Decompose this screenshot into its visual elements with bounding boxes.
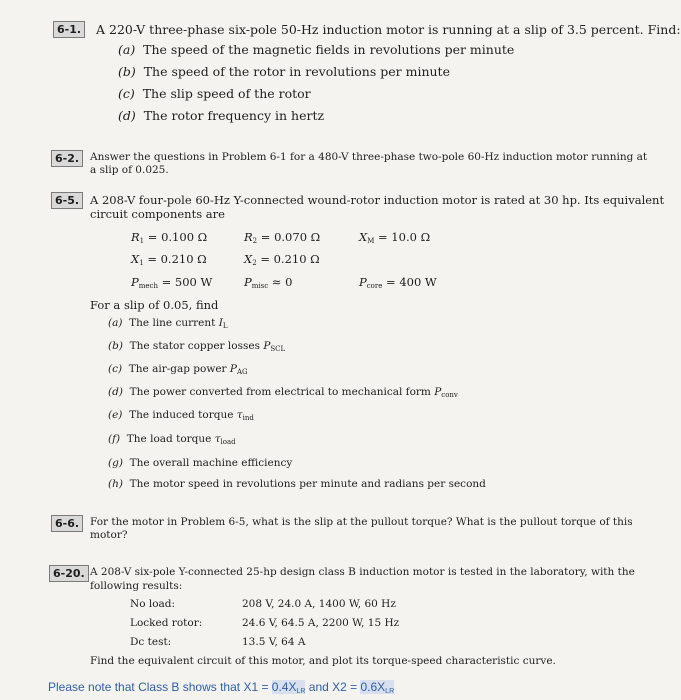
problem-number-6-1: 6-1. — [53, 21, 85, 38]
problem-6-1-statement: A 220-V three-phase six-pole 50-Hz induction motor is running at a slip of 3.5 percent. Find: — [96, 22, 681, 37]
problem-6-5-part-d: (d) The power converted from electrical to mechanical form $P_{conv}$ — [108, 386, 458, 399]
problem-6-5-part-a: (a) The line current $I_L$ — [108, 317, 228, 330]
problem-6-5-part-c: (c) The air-gap power $P_{AG}$ — [108, 363, 248, 376]
note-highlight-x1: $0.4X_{LR}$ — [271, 680, 306, 695]
note-highlight-x2: $0.6X_{LR}$ — [360, 680, 395, 695]
problem-number-6-2: 6-2. — [51, 150, 83, 167]
problem-6-2-line-2: a slip of 0.025. — [90, 164, 169, 176]
problem-6-20-line-1: A 208-V six-pole Y-connected 25-hp design class B induction motor is tested in the laboratory, with the — [90, 566, 635, 578]
problem-6-5-line-2: circuit components are — [90, 207, 225, 221]
problem-6-20-closing: Find the equivalent circuit of this motor, and plot its torque-speed characteristic curve. — [90, 655, 556, 667]
problem-6-20-line-2: following results: — [90, 580, 183, 592]
component-x2: $X_2 = 0.210$ Ω — [244, 252, 320, 267]
component-p-mech: $P_{mech} = 500$ W — [131, 275, 213, 290]
test-value-no-load: 208 V, 24.0 A, 1400 W, 60 Hz — [242, 598, 396, 610]
problem-6-5-part-e: (e) The induced torque $\tau_{ind}$ — [108, 409, 254, 422]
problem-6-6-line-1: For the motor in Problem 6-5, what is the slip at the pullout torque? What is the pullout torque of this — [90, 516, 633, 528]
problem-6-1-part-a: (a) The speed of the magnetic fields in revolutions per minute — [118, 42, 515, 57]
problem-6-2-line-1: Answer the questions in Problem 6-1 for a 480-V three-phase two-pole 60-Hz induction motor running at — [90, 151, 648, 163]
component-xm: $X_M = 10.0$ Ω — [359, 230, 431, 245]
component-p-misc: $P_{misc} \approx 0$ — [244, 275, 293, 290]
test-name-locked-rotor: Locked rotor: — [130, 617, 203, 629]
test-value-locked-rotor: 24.6 V, 64.5 A, 2200 W, 15 Hz — [242, 617, 400, 629]
problem-6-1-part-b: (b) The speed of the rotor in revolutions per minute — [118, 64, 450, 79]
class-b-note: Please note that Class B shows that $X1 = 0.4X_{LR}$ and $X2 = 0.6X_{LR}$ — [48, 680, 395, 695]
component-r1: $R_1 = 0.100$ Ω — [131, 230, 208, 245]
problem-6-5-line-1: A 208-V four-pole 60-Hz Y-connected wound-rotor induction motor is rated at 30 hp. Its equivalent — [90, 193, 665, 207]
test-name-dc: Dc test: — [130, 636, 172, 648]
problem-6-5-part-g: (g) The overall machine efficiency — [108, 457, 293, 469]
problem-6-1-part-c: (c) The slip speed of the rotor — [118, 86, 311, 101]
problem-6-5-part-f: (f) The load torque $\tau_{load}$ — [108, 433, 236, 446]
problem-6-1-part-d: (d) The rotor frequency in hertz — [118, 108, 325, 123]
problem-number-6-20: 6-20. — [49, 565, 89, 582]
component-r2: $R_2 = 0.070$ Ω — [244, 230, 321, 245]
problem-6-6-line-2: motor? — [90, 529, 128, 541]
problem-6-5-lead: For a slip of 0.05, find — [90, 298, 219, 312]
problem-number-6-5: 6-5. — [51, 192, 83, 209]
test-name-no-load: No load: — [130, 598, 176, 610]
component-x1: $X_1 = 0.210$ Ω — [131, 252, 207, 267]
problem-6-5-part-h: (h) The motor speed in revolutions per minute and radians per second — [108, 478, 486, 490]
problem-number-6-6: 6-6. — [51, 515, 83, 532]
problem-6-5-part-b: (b) The stator copper losses $P_{SCL}$ — [108, 340, 286, 353]
test-value-dc: 13.5 V, 64 A — [242, 636, 306, 648]
component-p-core: $P_{core} = 400$ W — [359, 275, 437, 290]
